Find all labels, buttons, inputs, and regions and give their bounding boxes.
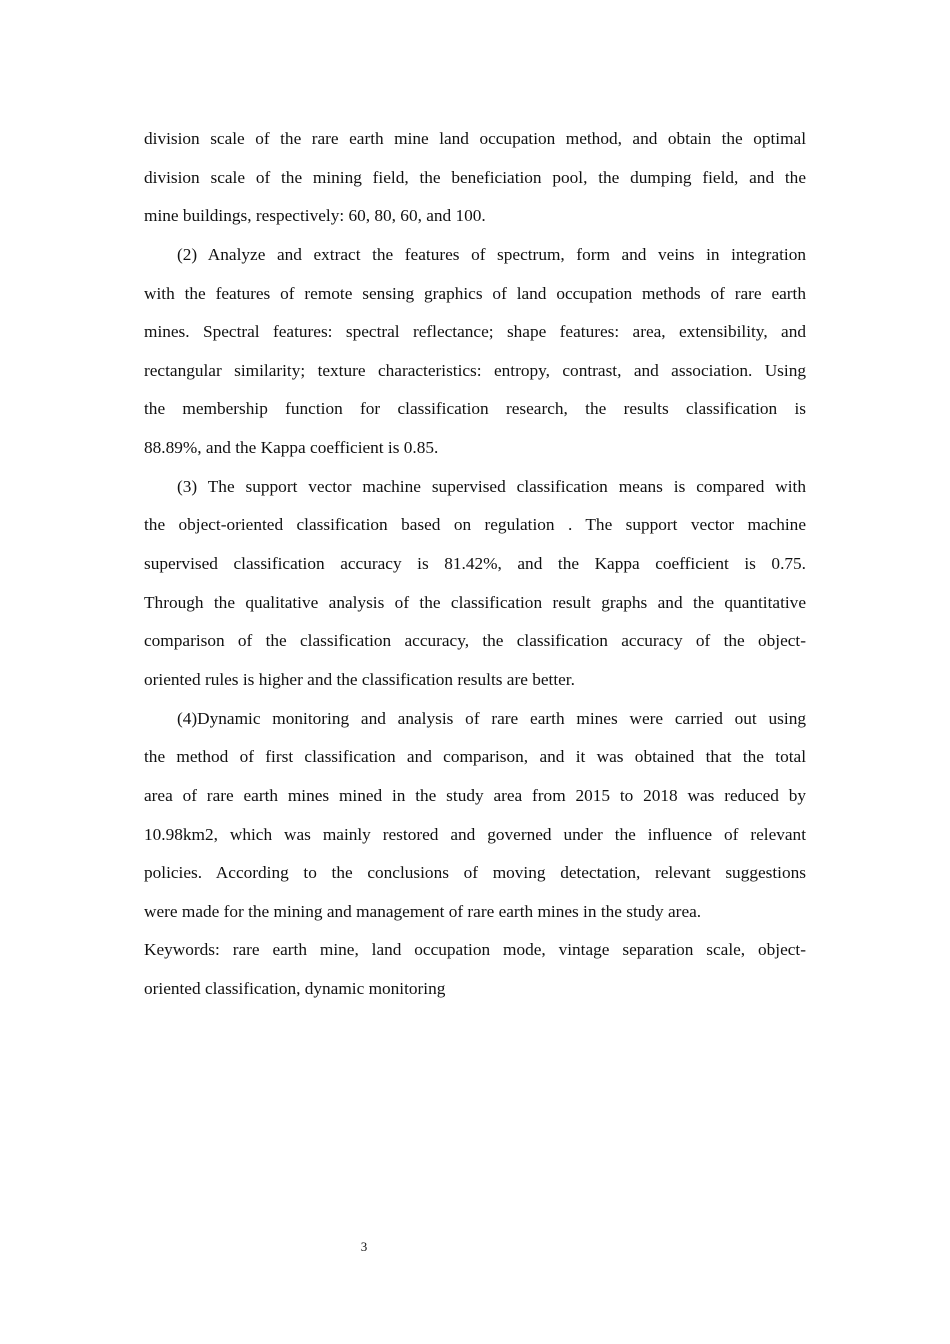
paragraph bbox=[144, 700, 806, 932]
text-line: policies. According to the conclusions of moving detectation, relevant suggestions bbox=[144, 863, 806, 883]
text-line: area of rare earth mines mined in the study area from 2015 to 2018 was reduced by bbox=[144, 785, 806, 805]
text-line: supervised classification accuracy is 81.42%, and the Kappa coefficient is 0.75. bbox=[144, 554, 806, 574]
keywords-paragraph bbox=[144, 931, 806, 1008]
text-line: 88.89%, and the Kappa coefficient is 0.85. bbox=[144, 438, 439, 458]
text-line: with the features of remote sensing graphics of land occupation methods of rare earth bbox=[144, 283, 806, 303]
body-text bbox=[144, 120, 806, 1009]
text-line: 10.98km2, which was mainly restored and governed under the influence of relevant bbox=[144, 824, 806, 844]
paragraph bbox=[144, 236, 806, 468]
text-line: division scale of the mining field, the beneficiation pool, the dumping field, and the bbox=[144, 167, 806, 187]
text-line: the object-oriented classification based on regulation . The support vector machine bbox=[144, 515, 806, 535]
text-line: (4)Dynamic monitoring and analysis of rare earth mines were carried out using bbox=[177, 708, 806, 728]
paragraph bbox=[144, 468, 806, 700]
paragraph bbox=[144, 120, 806, 236]
text-line: rectangular similarity; texture characteristics: entropy, contrast, and association. Using bbox=[144, 360, 806, 380]
text-line: (3) The support vector machine supervised classification means is compared with bbox=[177, 476, 806, 496]
text-line: oriented classification, dynamic monitoring bbox=[144, 979, 446, 999]
text-line: mines. Spectral features: spectral reflectance; shape features: area, extensibility, and bbox=[144, 322, 806, 342]
text-line: Keywords: rare earth mine, land occupation mode, vintage separation scale, object- bbox=[144, 940, 806, 960]
text-line: the membership function for classification research, the results classification is bbox=[144, 399, 806, 419]
text-line: were made for the mining and management of rare earth mines in the study area. bbox=[144, 901, 702, 921]
text-line: the method of first classification and comparison, and it was obtained that the total bbox=[144, 747, 806, 767]
page-number: 3 bbox=[360, 1239, 368, 1254]
text-line: (2) Analyze and extract the features of spectrum, form and veins in integration bbox=[177, 244, 806, 264]
text-line: division scale of the rare earth mine land occupation method, and obtain the optimal bbox=[144, 129, 806, 148]
text-line: oriented rules is higher and the classification results are better. bbox=[144, 669, 575, 689]
text-line: comparison of the classification accuracy, the classification accuracy of the object- bbox=[144, 631, 806, 651]
text-line: Through the qualitative analysis of the classification result graphs and the quantitative bbox=[144, 592, 806, 612]
text-line: mine buildings, respectively: 60, 80, 60, and 100. bbox=[144, 206, 486, 226]
